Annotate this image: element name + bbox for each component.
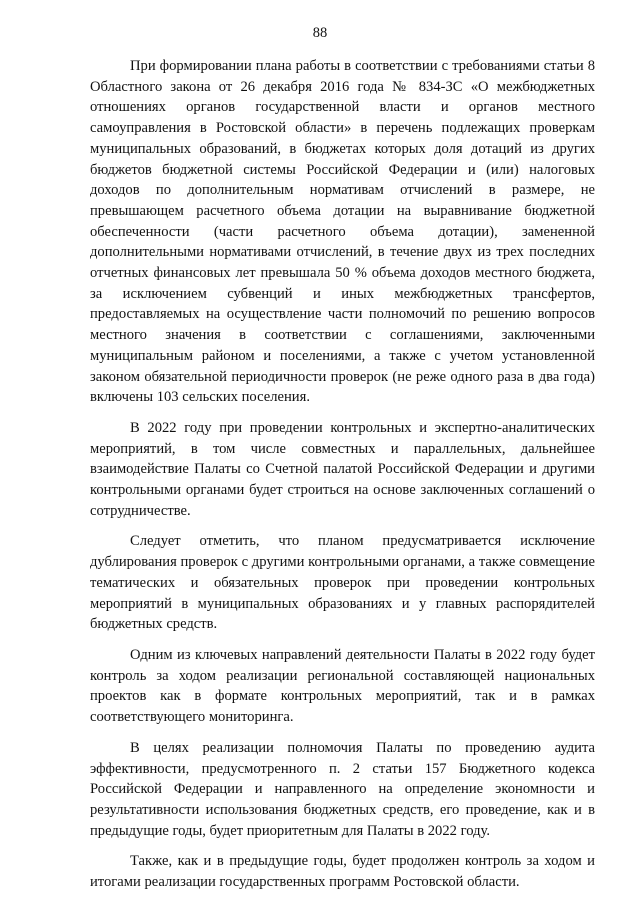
paragraph-efficiency-audit: В целях реализации полномочия Палаты по проведению аудита эффективности, предусмотренного п. 2 статьи 157 Бюджетного кодекса Российской Федерации и направленного на определение экономности и результативности использования бюджетных средств, его проведение, как и в предыдущие годы, будет приоритетным для Палаты в 2022 году. xyxy=(90,739,595,839)
paragraph-no-duplication: Следует отметить, что планом предусматривается исключение дублирования проверок с другими контрольными органами, а также совмещение тематических и обязательных проверок при проведении контрольных мероприятий в муниципальных образованиях и у главных распорядителей бюджетных средств. xyxy=(90,533,595,633)
paragraph-interaction-2022: В 2022 году при проведении контрольных и экспертно-аналитических мероприятий, в том числе совместных и параллельных, дальнейшее взаимодействие Палаты со Счетной палатой Российской Федерации и другими контрольными органами будет строиться на основе заключенных соглашений о сотрудничестве. xyxy=(90,419,595,519)
paragraph-national-projects: Одним из ключевых направлений деятельности Палаты в 2022 году будет контроль за ходом реализации региональной составляющей национальных проектов как в формате контрольных мероприятий, так и в рамках соответствующего мониторинга. xyxy=(90,646,595,726)
document-body xyxy=(90,56,595,903)
paragraph-state-programs: Также, как и в предыдущие годы, будет продолжен контроль за ходом и итогами реализации государственных программ Ростовской области. xyxy=(90,853,595,891)
page-number: 88 xyxy=(312,25,328,41)
paragraph-plan-formation: При формировании плана работы в соответствии с требованиями статьи 8 Областного закона от 26 декабря 2016 года № 834-ЗС «О межбюджетных отношениях органов государственной власти и органов местного самоуправления в Ростовской области» в перечень подлежащих проверкам муниципальных образований, в бюджетах которых доля дотаций из других бюджетов бюджетной системы Российской Федерации и (или) налоговых доходов по дополнительным нормативам отчислений в размере, не превышающем расчетного объема дотации на выравнивание бюджетной обеспеченности (части расчетного объема дотации), замененной дополнительными нормативами отчислений, в течение двух из трех последних отчетных финансовых лет превышала 50 % объема доходов местного бюджета, за исключением субвенций и иных межбюджетных трансфертов, предоставляемых на осуществление части полномочий по решению вопросов местного значения в соответствии с соглашениями, заключенными муниципальным районом и поселениями, а также с учетом установленной законом обязательной периодичности проверок (не реже одного раза в два года) включены 103 сельских поселения. xyxy=(90,58,595,406)
